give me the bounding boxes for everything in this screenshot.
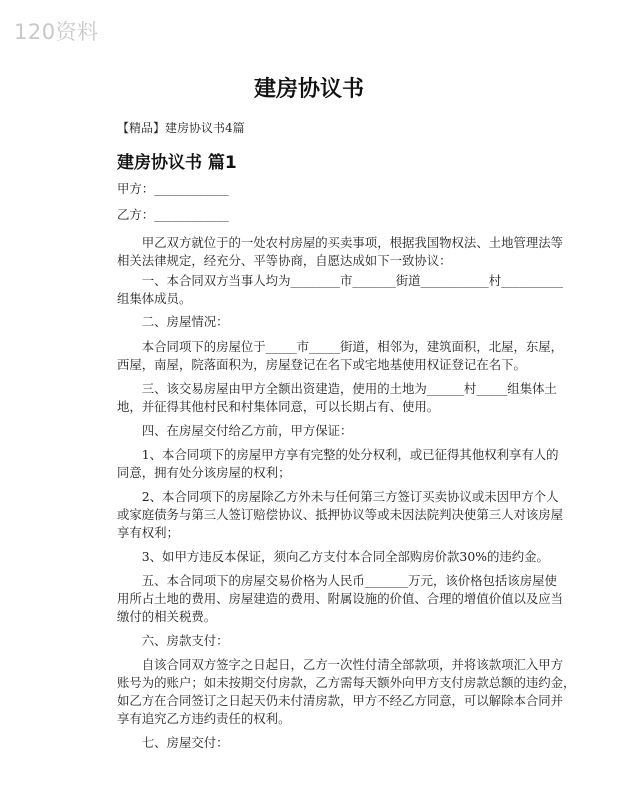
watermark-logo: 120资料 xyxy=(14,20,99,44)
paragraph-line: 2、本合同项下的房屋除乙方外未与任何第三方签订买卖协议或未因甲方个人 xyxy=(117,489,559,504)
paragraph-line: 一、本合同双方当事人均为________市_______街道___________村__________ xyxy=(117,273,564,288)
paragraph-line: 四、在房屋交付给乙方前，甲方保证： xyxy=(117,423,353,438)
paragraph-line: 地，并征得其他村民和村集体同意，可以长期占有、使用。 xyxy=(117,399,440,414)
paragraph-line: 组集体成员。 xyxy=(117,291,192,306)
paragraph-line: 六、房款支付： xyxy=(117,633,229,648)
paragraph-line: 五、本合同项下的房屋交易价格为人民币_______万元，该价格包括该房屋使 xyxy=(117,573,557,588)
paragraph-line: 自该合同双方签字之日起日，乙方一次性付清全部款项，并将该款项汇入甲方 xyxy=(117,657,564,672)
paragraph-line: 三、该交易房屋由甲方全额出资建造，使用的土地为______村_____组集体土 xyxy=(117,381,557,396)
paragraph-line: 相关法律规定，经充分、平等协商，自愿达成如下一致协议： xyxy=(117,253,452,268)
paragraph-line: 同意，拥有处分该房屋的权利； xyxy=(117,465,291,480)
paragraph-line: 西屋，南屋，院落面积为，房屋登记在名下或宅地基使用权证登记在名下。 xyxy=(117,357,526,372)
paragraph-line: 1、本合同项下的房屋甲方享有完整的处分权利，或已征得其他权利享有人的 xyxy=(117,447,559,462)
paragraph-line: 享有追究乙方违约责任的权利。 xyxy=(117,711,291,726)
paragraph-line: 如乙方在合同签订之日起天仍未付清房款，甲方不经乙方同意，可以解除本合同并 xyxy=(117,693,564,708)
section-heading: 建房协议书 篇1 xyxy=(117,153,237,173)
paragraph-line: 二、房屋情况： xyxy=(117,314,229,329)
paragraph-line: 本合同项下的房屋位于_____市_____街道，相邻为，建筑面积，北屋，东屋， xyxy=(117,339,564,354)
paragraph-line: 用所占土地的费用、房屋建造的费用、附属设施的价值、合理的增值价值以及应当 xyxy=(117,591,564,606)
paragraph-line: 账号为的账户；如未按期交付房款，乙方需每天额外向甲方支付房款总额的违约金， xyxy=(117,675,576,690)
paragraph-line: 甲乙双方就位于的一处农村房屋的买卖事项，根据我国物权法、土地管理法等 xyxy=(117,235,564,250)
paragraph-line: 或家庭债务与第三人签订赔偿协议、抵押协议等或未因法院判决使第三人对该房屋 xyxy=(117,507,564,522)
paragraph-line: 3、如甲方违反本保证，须向乙方支付本合同全部购房价款30%的违约金。 xyxy=(117,549,549,564)
party-a-line: 甲方：____________ xyxy=(117,181,229,196)
party-b-line: 乙方：____________ xyxy=(117,207,229,222)
paragraph-line: 享有权利； xyxy=(117,525,179,540)
paragraph-line: 缴付的相关税费。 xyxy=(117,609,217,624)
document-subtitle: 【精品】建房协议书4篇 xyxy=(117,121,245,135)
paragraph-line: 七、房屋交付： xyxy=(117,735,229,750)
document-title: 建房协议书 xyxy=(253,77,364,102)
